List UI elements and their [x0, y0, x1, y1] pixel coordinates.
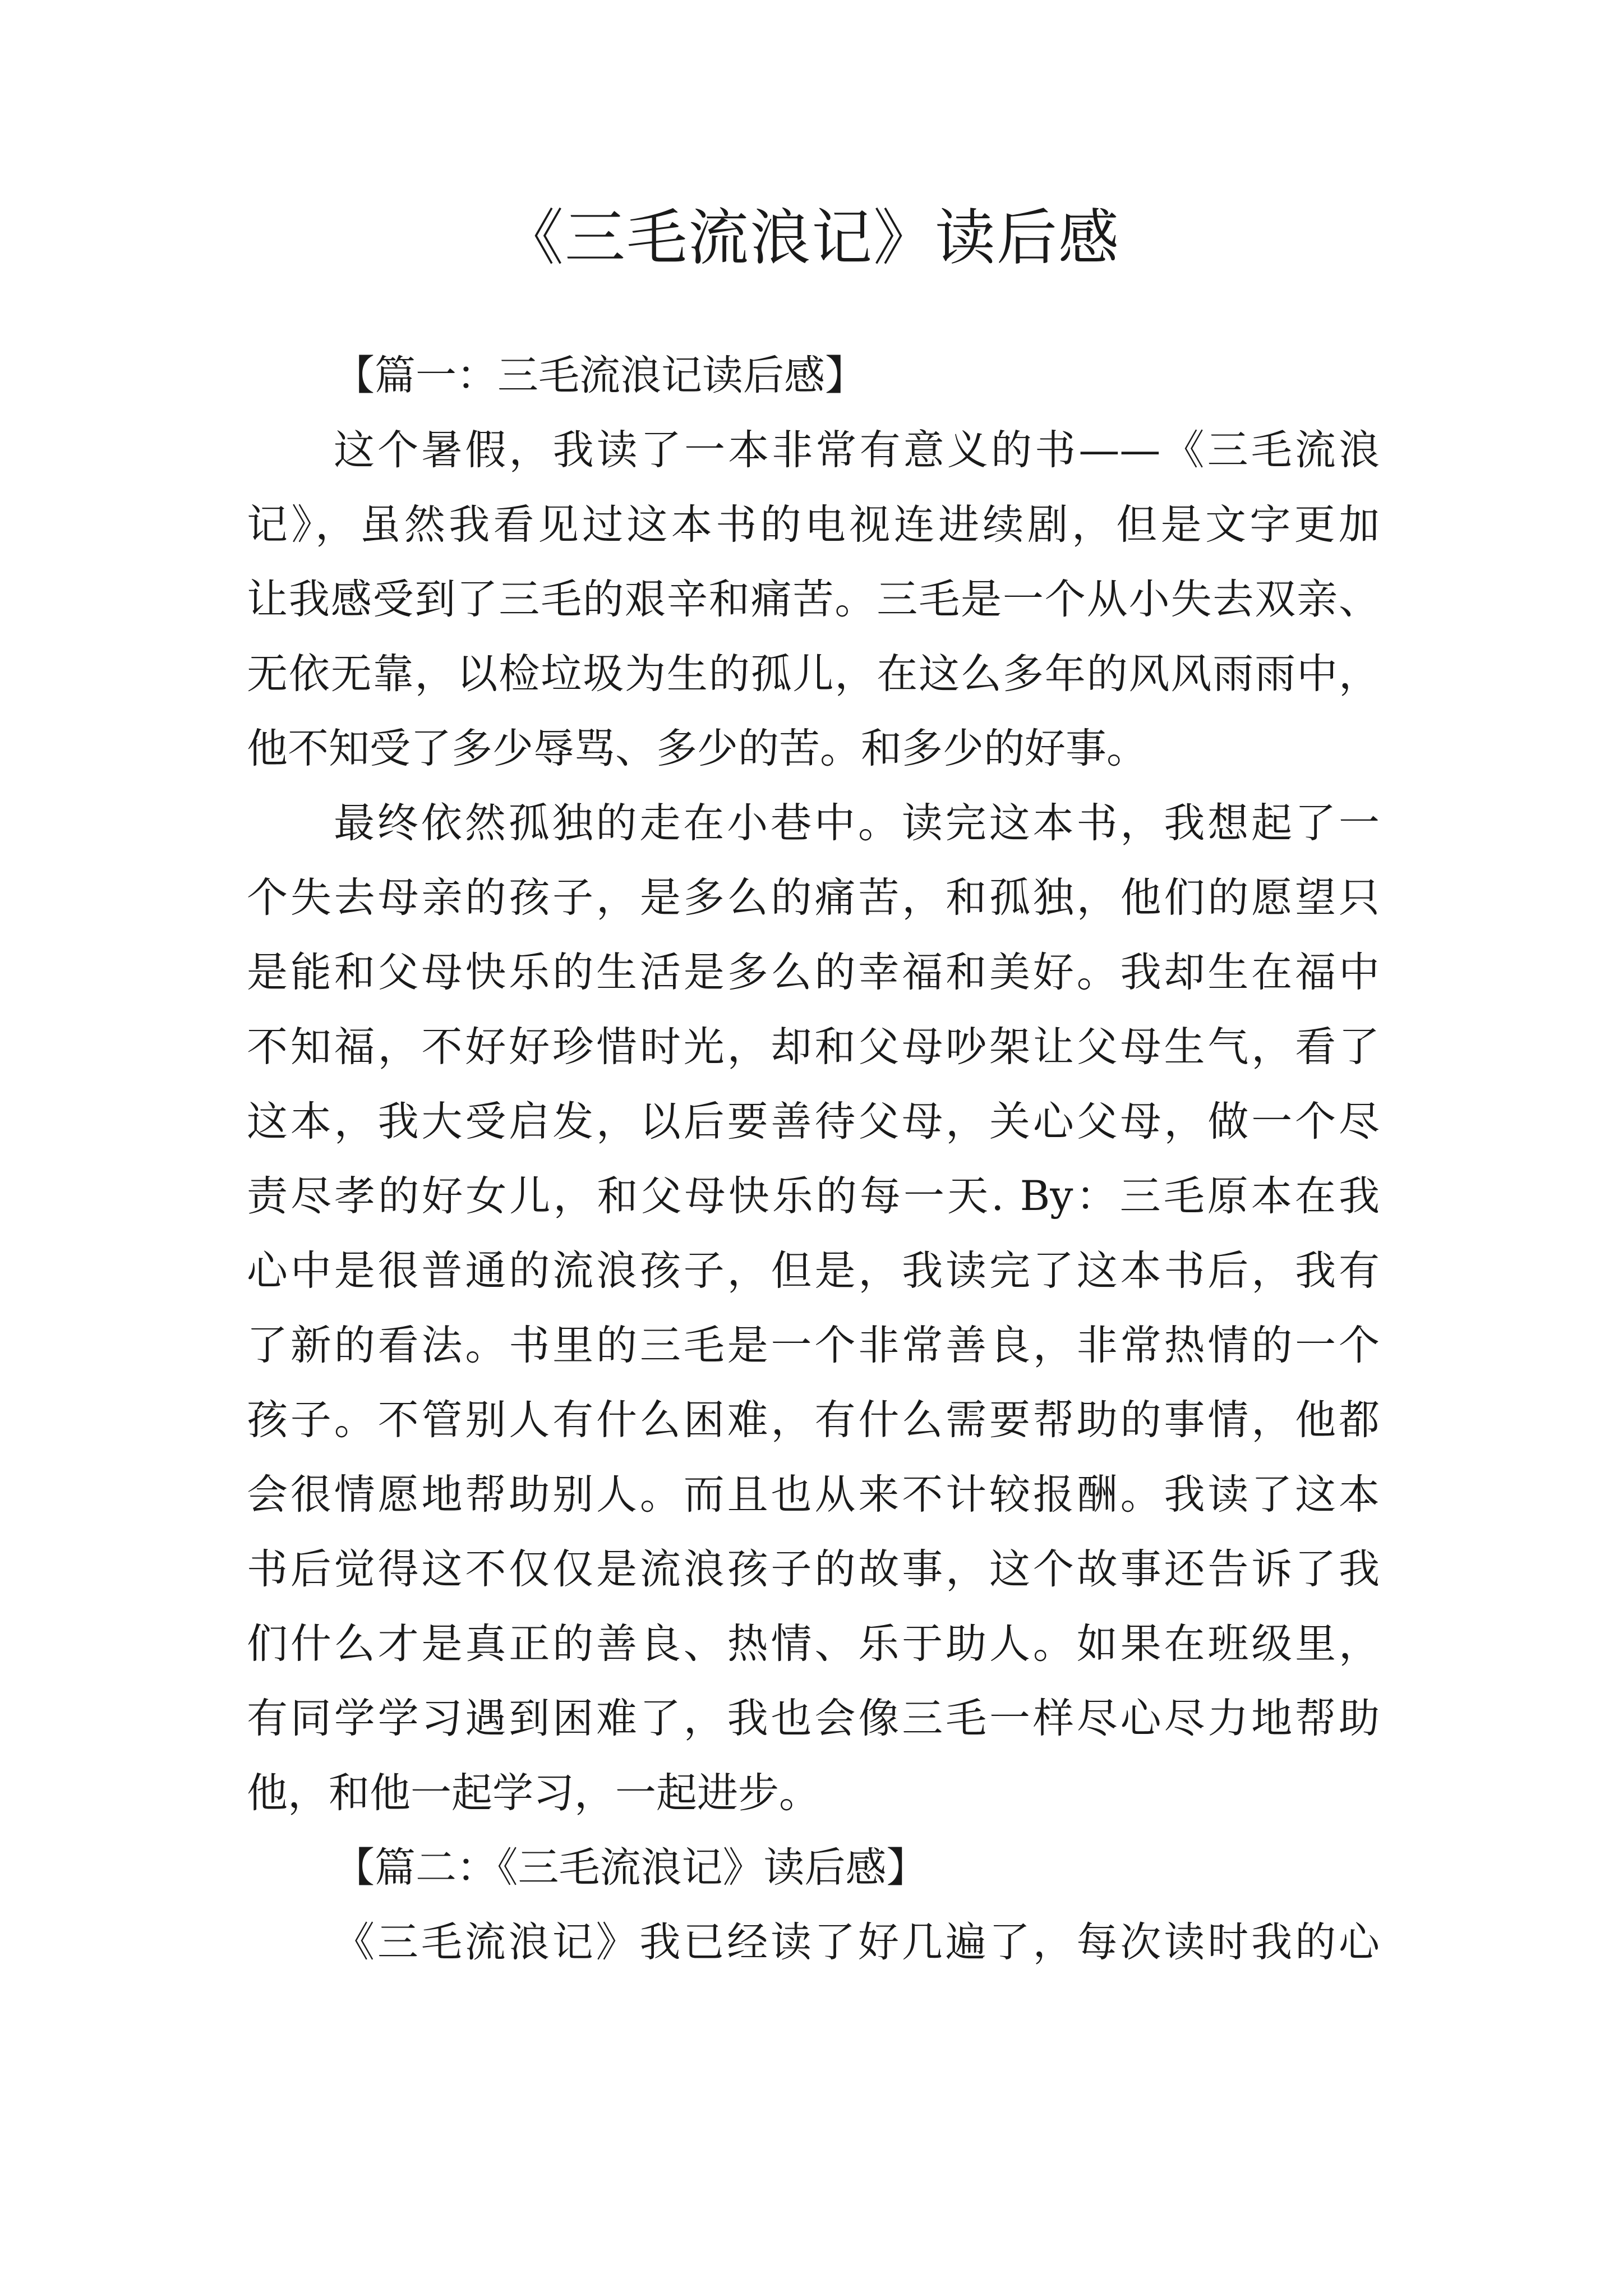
text-line	[0, 425, 1623, 476]
text-line	[0, 1246, 1623, 1296]
text-line	[0, 1694, 1623, 1744]
text-line-content: 们什么才是真正的善良、热情、乐于助人。如果在班级里，	[247, 1620, 1380, 1668]
text-line-content: 他不知受了多少辱骂、多少的苦。和多少的好事。	[247, 725, 1147, 772]
text-line-content: 这个暑假，我读了一本非常有意义的书——《三毛流浪	[334, 426, 1380, 474]
text-line-content: 书后觉得这不仅仅是流浪孩子的故事，这个故事还告诉了我	[247, 1545, 1380, 1593]
text-line	[0, 574, 1623, 625]
text-line-content: 他，和他一起学习，一起进步。	[247, 1769, 820, 1817]
text-line-content: 不知福，不好好珍惜时光，却和父母吵架让父母生气，看了	[247, 1023, 1380, 1071]
text-line-content: 心中是很普通的流浪孩子，但是，我读完了这本书后，我有	[247, 1247, 1380, 1295]
text-line	[0, 351, 1623, 401]
text-line-content: 责尽孝的好女儿，和父母快乐的每一天. By：三毛原本在我	[247, 1172, 1380, 1220]
text-line	[0, 500, 1623, 550]
text-line	[0, 649, 1623, 700]
text-line	[0, 724, 1623, 774]
text-line-content: 无依无靠，以检垃圾为生的孤儿，在这么多年的风风雨雨中，	[247, 650, 1380, 698]
text-line	[0, 1843, 1623, 1893]
text-line-content: 个失去母亲的孩子，是多么的痛苦，和孤独，他们的愿望只	[247, 874, 1380, 922]
document-title: 《三毛流浪记》读后感	[502, 203, 1120, 273]
text-line-content: 【篇二：《三毛流浪记》读后感】	[334, 1844, 928, 1892]
text-line	[0, 873, 1623, 923]
text-line-content: 会很情愿地帮助别人。而且也从来不计较报酬。我读了这本	[247, 1471, 1380, 1519]
text-line	[0, 1320, 1623, 1371]
text-line-content: 最终依然孤独的走在小巷中。读完这本书，我想起了一	[334, 799, 1380, 847]
text-line	[0, 1097, 1623, 1147]
text-line	[0, 1470, 1623, 1520]
text-line-content: 让我感受到了三毛的艰辛和痛苦。三毛是一个从小失去双亲、	[247, 576, 1380, 623]
text-line	[0, 1917, 1623, 1968]
text-line	[0, 947, 1623, 998]
text-line	[0, 798, 1623, 849]
text-line	[0, 1171, 1623, 1222]
text-line-content: 记》，虽然我看见过这本书的电视连进续剧，但是文字更加	[247, 501, 1380, 549]
text-line	[0, 1768, 1623, 1819]
text-line	[0, 1619, 1623, 1669]
text-line-content: 【篇一：三毛流浪记读后感】	[334, 352, 866, 399]
text-line	[0, 1022, 1623, 1073]
text-line-content: 了新的看法。书里的三毛是一个非常善良，非常热情的一个	[247, 1322, 1380, 1369]
text-line-content: 这本，我大受启发，以后要善待父母，关心父母，做一个尽	[247, 1098, 1380, 1145]
text-line-content: 有同学学习遇到困难了，我也会像三毛一样尽心尽力地帮助	[247, 1695, 1380, 1742]
text-line	[0, 1395, 1623, 1446]
text-line-content: 孩子。不管别人有什么困难，有什么需要帮助的事情，他都	[247, 1396, 1380, 1444]
text-line-content: 《三毛流浪记》我已经读了好几遍了，每次读时我的心	[334, 1918, 1380, 1966]
text-line	[0, 1544, 1623, 1595]
text-line-content: 是能和父母快乐的生活是多么的幸福和美好。我却生在福中	[247, 949, 1380, 996]
